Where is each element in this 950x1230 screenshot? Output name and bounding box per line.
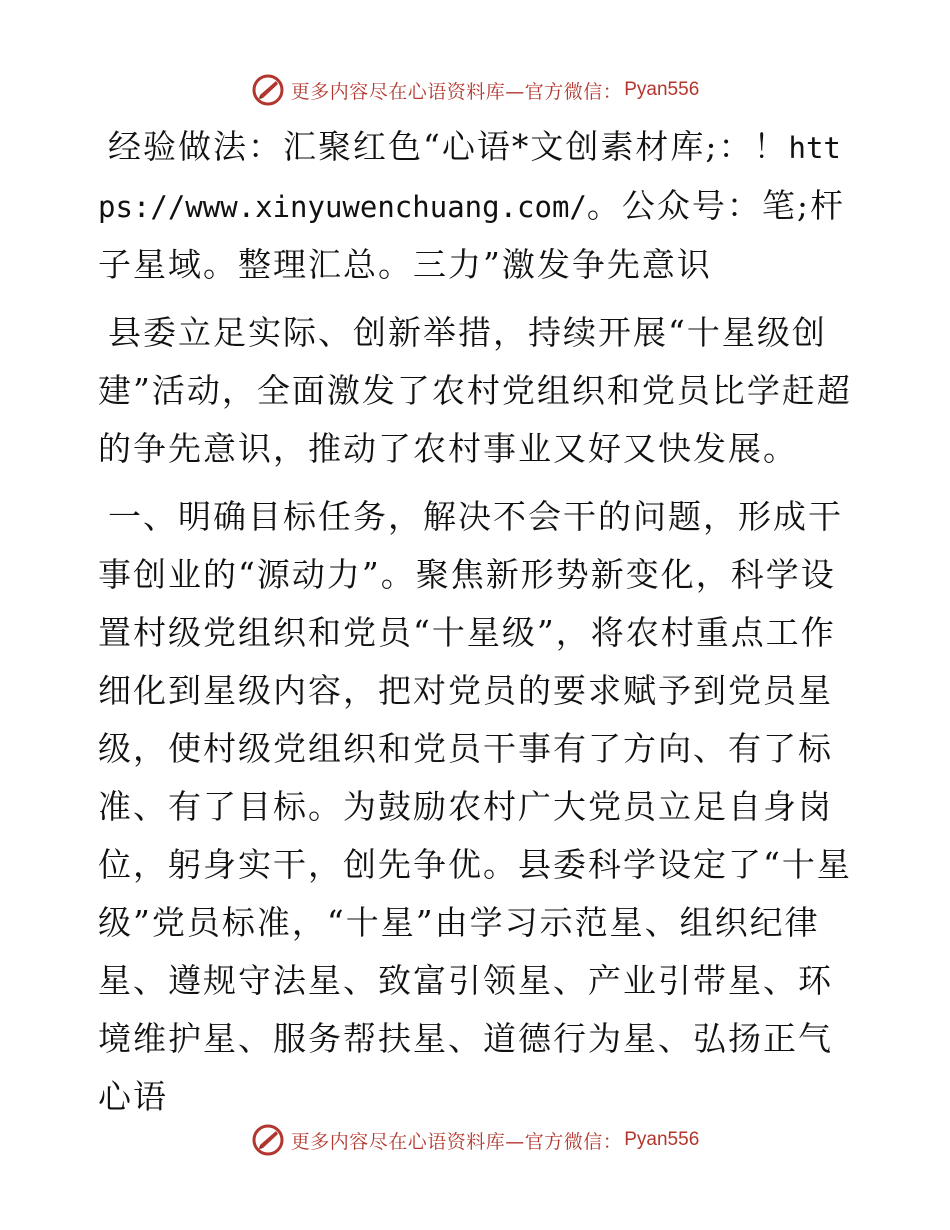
source-url-link[interactable]: https://www.xinyuwenchuang.com/ bbox=[98, 131, 841, 224]
paragraph-intro: 县委立足实际、创新举措，持续开展“十星级创建”活动，全面激发了农村党组织和党员比学赶超的争先意识，推动了农村事业又好又快发展。 bbox=[98, 313, 852, 468]
brand-logo-icon bbox=[251, 1123, 285, 1157]
document-body bbox=[98, 118, 858, 1136]
watermark-wechat-id: Pyan556 bbox=[624, 79, 700, 100]
watermark-banner-bottom bbox=[0, 1120, 950, 1160]
watermark-banner-top bbox=[0, 70, 950, 110]
brand-logo-icon bbox=[251, 73, 285, 107]
paragraph-heading bbox=[98, 118, 858, 294]
watermark-wechat-id: Pyan556 bbox=[624, 1129, 700, 1150]
heading-text-end: 。公众号：笔;杆子星域。整理汇总。三力”激发争先意识 bbox=[98, 186, 845, 284]
heading-text-start: 经验做法：汇聚红色“心语*文创素材库;：！ bbox=[108, 127, 789, 166]
watermark-text: 更多内容尽在心语资料库—官方微信： bbox=[290, 80, 623, 103]
paragraph-section-one: 一、明确目标任务，解决不会干的问题，形成干事创业的“源动力”。聚焦新形势新变化，科学设置村级党组织和党员“十星级”，将农村重点工作细化到星级内容，把对党员的要求赋予到党员星级，使村级党组织和党员干事有了方向、有了标准、有了目标。为鼓励农村广大党员立足自身岗位，躬身实干，创先争优。县委科学设定了“十星级”党员标准，“十星”由学习示范星、组织纪律星、遵规守法星、致富引领星、产业引带星、环境维护星、服务帮扶星、道德行为星、弘扬正气心语 bbox=[98, 497, 852, 1116]
watermark-text: 更多内容尽在心语资料库—官方微信： bbox=[290, 1130, 623, 1153]
